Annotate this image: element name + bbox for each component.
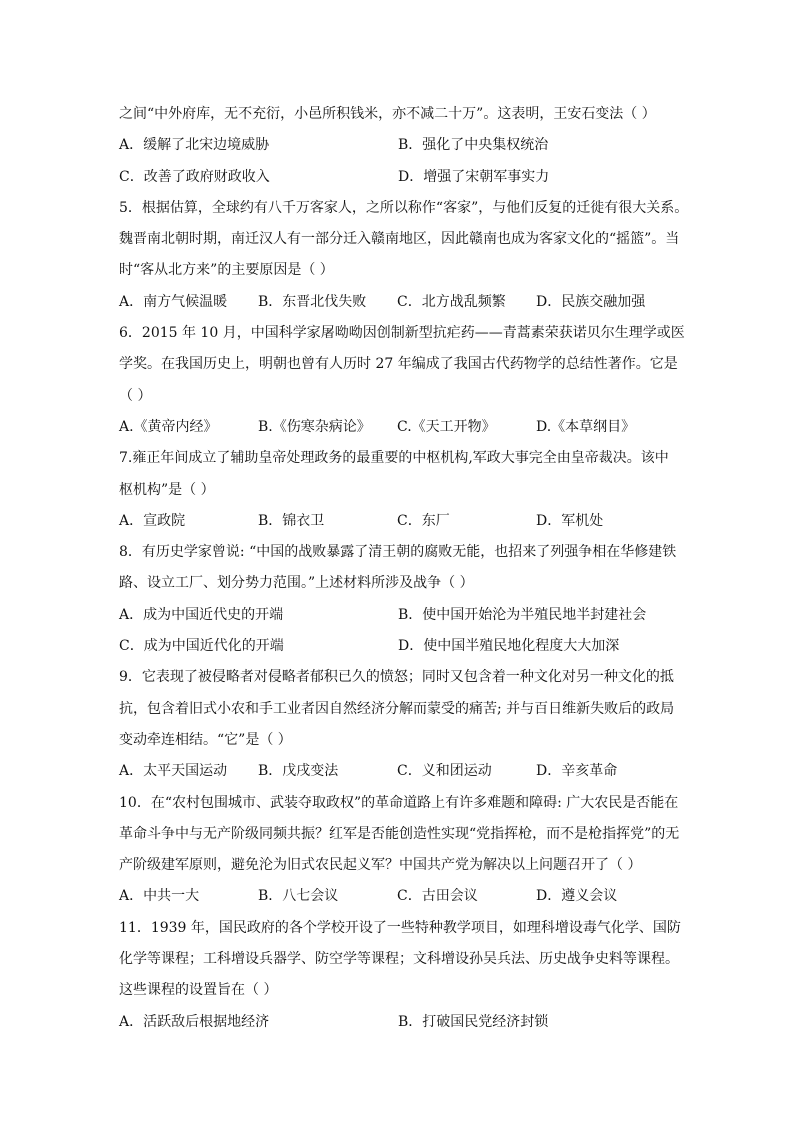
- q10-stem-line-2: 革命斗争中与无产阶级同频共振？红军是否能创造性实现“党指挥枪，而不是枪指挥党”的无: [119, 825, 680, 842]
- q9-option-c[interactable]: C．义和团运动: [397, 763, 492, 780]
- q8-option-a[interactable]: A．成为中国近代史的开端: [119, 606, 284, 623]
- q7-option-a[interactable]: A．宣政院: [119, 512, 186, 529]
- q11-option-b[interactable]: B．打破国民党经济封锁: [398, 1013, 549, 1030]
- q4-stem-line: 之间“中外府库，无不充衍，小邑所积钱米，亦不减二十万”。这表明，王安石变法（ ）: [119, 106, 656, 122]
- q5-stem-line-1: 5．根据估算，全球约有八千万客家人，之所以称作“客家”，与他们反复的迁徙有很大关系。: [119, 199, 689, 216]
- q9-option-b[interactable]: B．戊戌变法: [258, 763, 339, 780]
- q9-stem-line-2: 抗，包含着旧式小农和手工业者因自然经济分解而蒙受的痛苦; 并与百日维新失败后的政局: [119, 700, 675, 717]
- q11-stem-line-2: 化学等课程；工科增设兵器学、防空学等课程；文科增设孙吴兵法、历史战争史料等课程。: [119, 951, 679, 968]
- q4-option-d[interactable]: D．增强了宋朝军事实力: [398, 168, 550, 185]
- q6-stem-line-1: 6．2015 年 10 月，中国科学家屠呦呦因创制新型抗疟药——青蒿素荣获诺贝尔生理学或医: [119, 325, 685, 342]
- q10-option-a[interactable]: A．中共一大: [119, 888, 200, 905]
- q6-stem-line-3: （ ）: [119, 387, 152, 404]
- q8-option-c[interactable]: C．成为中国近代化的开端: [119, 638, 284, 655]
- q10-option-c[interactable]: C．古田会议: [397, 888, 478, 905]
- q6-options-row: [119, 412, 679, 443]
- q6-option-d[interactable]: D.《本草纲目》: [536, 418, 636, 435]
- q8-option-d[interactable]: D．使中国半殖民地化程度大大加深: [398, 638, 620, 655]
- q7-stem-line-2: 枢机构”是（ ）: [119, 481, 215, 498]
- q4-options-row-1: [119, 130, 679, 161]
- q9-stem-line-3: 变动牵连相结。“它”是（ ）: [119, 731, 292, 748]
- q8-stem-line-2: 路、设立工厂、划分势力范围。”上述材料所涉及战争（ ）: [119, 575, 474, 592]
- q7-options-row: [119, 506, 679, 537]
- q10-stem-line-1: 10．在“农村包围城市、武装夺取政权”的革命道路上有许多难题和障碍: 广大农民是否能在: [119, 794, 679, 811]
- q6-option-c[interactable]: C.《天工开物》: [397, 418, 496, 435]
- q5-stem-line-3: 时“客从北方来”的主要原因是（ ）: [119, 262, 334, 279]
- q9-option-a[interactable]: A．太平天国运动: [119, 763, 228, 780]
- q9-stem-line-1: 9．它表现了被侵略者对侵略者郁积已久的愤怒；同时又包含着一种文化对另一种文化的抵: [119, 669, 674, 686]
- q11-option-a[interactable]: A．活跃敌后根据地经济: [119, 1013, 270, 1030]
- q8-options-row-2: [119, 631, 679, 662]
- q10-option-d[interactable]: D．遵义会议: [536, 888, 618, 905]
- q4-option-c[interactable]: C．改善了政府财政收入: [119, 168, 270, 185]
- q7-option-d[interactable]: D．军机处: [536, 512, 604, 529]
- q7-stem-line-1: 7.雍正年间成立了辅助皇帝处理政务的最重要的中枢机构,军政大事完全由皇帝裁决。该中: [119, 450, 669, 467]
- q5-stem-line-2: 魏晋南北朝时期，南迁汉人有一部分迁入赣南地区，因此赣南也成为客家文化的“摇篮”。当: [119, 231, 680, 248]
- q6-option-b[interactable]: B.《伤寒杂病论》: [258, 418, 371, 435]
- q4-options-row-2: [119, 162, 679, 193]
- q11-stem-line-1: 11．1939 年，国民政府的各个学校开设了一些特种教学项目，如理科增设毒气化学、国防: [119, 919, 681, 936]
- q7-option-b[interactable]: B．锦衣卫: [258, 512, 325, 529]
- q11-stem-line-3: 这些课程的设置旨在（ ）: [119, 982, 278, 999]
- question-list: [119, 99, 689, 1038]
- q5-option-c[interactable]: C．北方战乱频繁: [397, 293, 506, 310]
- q10-option-b[interactable]: B．八七会议: [258, 888, 339, 905]
- q5-option-d[interactable]: D．民族交融加强: [536, 293, 646, 310]
- q4-option-b[interactable]: B．强化了中央集权统治: [398, 137, 549, 154]
- q11-options-row-1: [119, 1007, 679, 1038]
- q10-stem-line-3: 产阶级建军原则，避免沦为旧式农民起义军？中国共产党为解决以上问题召开了（ ）: [119, 857, 642, 874]
- q9-option-d[interactable]: D．辛亥革命: [536, 763, 618, 780]
- q8-stem-line-1: 8．有历史学家曾说: “中国的战败暴露了清王朝的腐败无能，也招来了列强争相在华修建铁: [119, 544, 677, 561]
- q6-stem-line-2: 学奖。在我国历史上，明朝也曾有人历时 27 年编成了我国古代药物学的总结性著作。它是: [119, 356, 678, 373]
- q4-option-a[interactable]: A．缓解了北宋边境威胁: [119, 137, 270, 154]
- q5-option-b[interactable]: B．东晋北伐失败: [258, 293, 367, 310]
- q8-option-b[interactable]: B．使中国开始沦为半殖民地半封建社会: [398, 606, 647, 623]
- q6-option-a[interactable]: A.《黄帝内经》: [119, 418, 218, 435]
- q9-options-row: [119, 756, 679, 787]
- q5-option-a[interactable]: A．南方气候温暖: [119, 293, 228, 310]
- q5-options-row: [119, 287, 679, 318]
- q10-options-row: [119, 881, 679, 912]
- q7-option-c[interactable]: C．东厂: [397, 512, 450, 529]
- q8-options-row-1: [119, 600, 679, 631]
